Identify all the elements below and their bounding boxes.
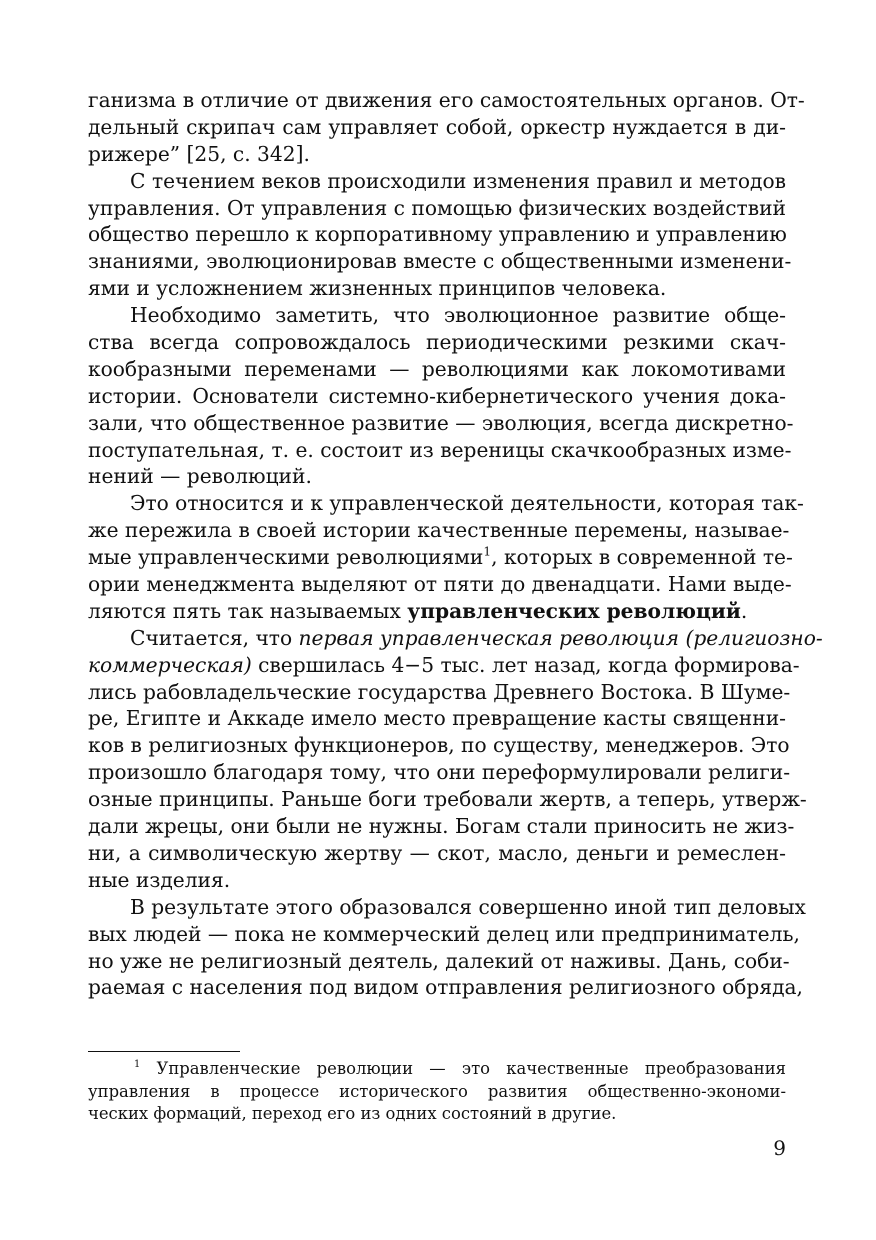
text-line: Необходимо заметить, что эволюционное развитие обще- [130,303,786,328]
text-line: управления. От управления с помощью физических воздействий [88,195,786,220]
footnote-line: ческих формаций, переход его из одних состояний в другие. [88,1104,617,1124]
text-line: ями и усложнением жизненных принципов человека. [88,276,667,301]
text-line: знаниями, эволюционировав вместе с общественными изменени- [88,249,792,274]
text-line: Это относится и к управленческой деятельности, которая так- [130,491,804,516]
text-line: же пережила в своей истории качественные перемены, называе- [88,518,790,543]
text-line: В результате этого образовался совершенно иной тип деловых [130,894,806,919]
text-line: произошло благодаря тому, что они переформулировали религи- [88,760,791,785]
text-line: нений — революций. [88,464,312,489]
text-segment: ляются пять так называемых [88,598,408,623]
text-line: ков в религиозных функционеров, по существу, менеджеров. Это [88,733,790,758]
text-line [88,652,800,679]
text-line: С течением веков происходили изменения правил и методов [130,168,786,193]
bold-term: управленческих революций [407,598,741,623]
text-segment: Управленческие революции — это качественные преобразования [140,1059,786,1078]
text-line: ные изделия. [88,867,231,892]
text-line: рижере” [25, с. 342]. [88,141,310,166]
text-line: дельный скрипач сам управляет собой, оркестр нуждается в ди- [88,114,786,139]
text-line: кообразными переменами — революциями как локомотивами [88,356,786,381]
footnote-line: управления в процессе исторического развития общественно-экономи- [88,1081,786,1101]
text-line: вых людей — пока не коммерческий делец или предприниматель, [88,921,800,946]
text-line: раемая с населения под видом отправления религиозного обряда, [88,975,803,1000]
text-line: ре, Египте и Аккаде имело место превращение касты священни- [88,706,786,731]
text-line: озные принципы. Раньше боги требовали жертв, а теперь, утверж- [88,787,807,812]
text-segment: свершилась 4−5 тыс. лет назад, когда формирова- [251,652,800,677]
text-line: лись рабовладельческие государства Древнего Востока. В Шуме- [88,679,791,704]
text-line: зали, что общественное развитие — эволюция, всегда дискретно- [88,410,794,435]
text-line: истории. Основатели системно-кибернетического учения дока- [88,383,786,408]
text-segment: Считается, что [130,625,299,650]
text-line [88,625,823,652]
text-line [88,544,793,571]
text-line [88,598,786,625]
text-line: ства всегда сопровождалось периодическими резкими скач- [88,330,786,355]
footnote [88,1058,786,1126]
text-line: ории менеджмента выделяют от пяти до двенадцати. Нами выде- [88,572,792,597]
text-segment: . [740,598,748,623]
footnote-divider [88,1051,240,1052]
main-text [88,87,823,1001]
text-line: дали жрецы, они были не нужны. Богам стали приносить не жиз- [88,814,795,839]
text-segment: мые управленческими революциями [88,545,484,570]
text-line: ни, а символическую жертву — скот, масло, деньги и ремеслен- [88,840,786,865]
text-line: но уже не религиозный деятель, далекий от наживы. Дань, соби- [88,948,790,973]
text-line: общество перешло к корпоративному управлению и управлению [88,222,787,247]
text-segment: , которых в современной те- [491,545,793,570]
italic-term: первая управленческая революция (религиозно- [298,625,823,650]
text-line: поступательная, т. е. состоит из вереницы скачкообразных изме- [88,437,792,462]
page-number: 9 [773,1136,786,1160]
italic-term: коммерческая) [88,652,252,677]
footnote-line [88,1058,786,1081]
text-line: ганизма в отличие от движения его самостоятельных органов. От- [88,88,805,112]
footnote-marker: 1 [483,544,492,559]
footnote-number: 1 [134,1059,141,1071]
